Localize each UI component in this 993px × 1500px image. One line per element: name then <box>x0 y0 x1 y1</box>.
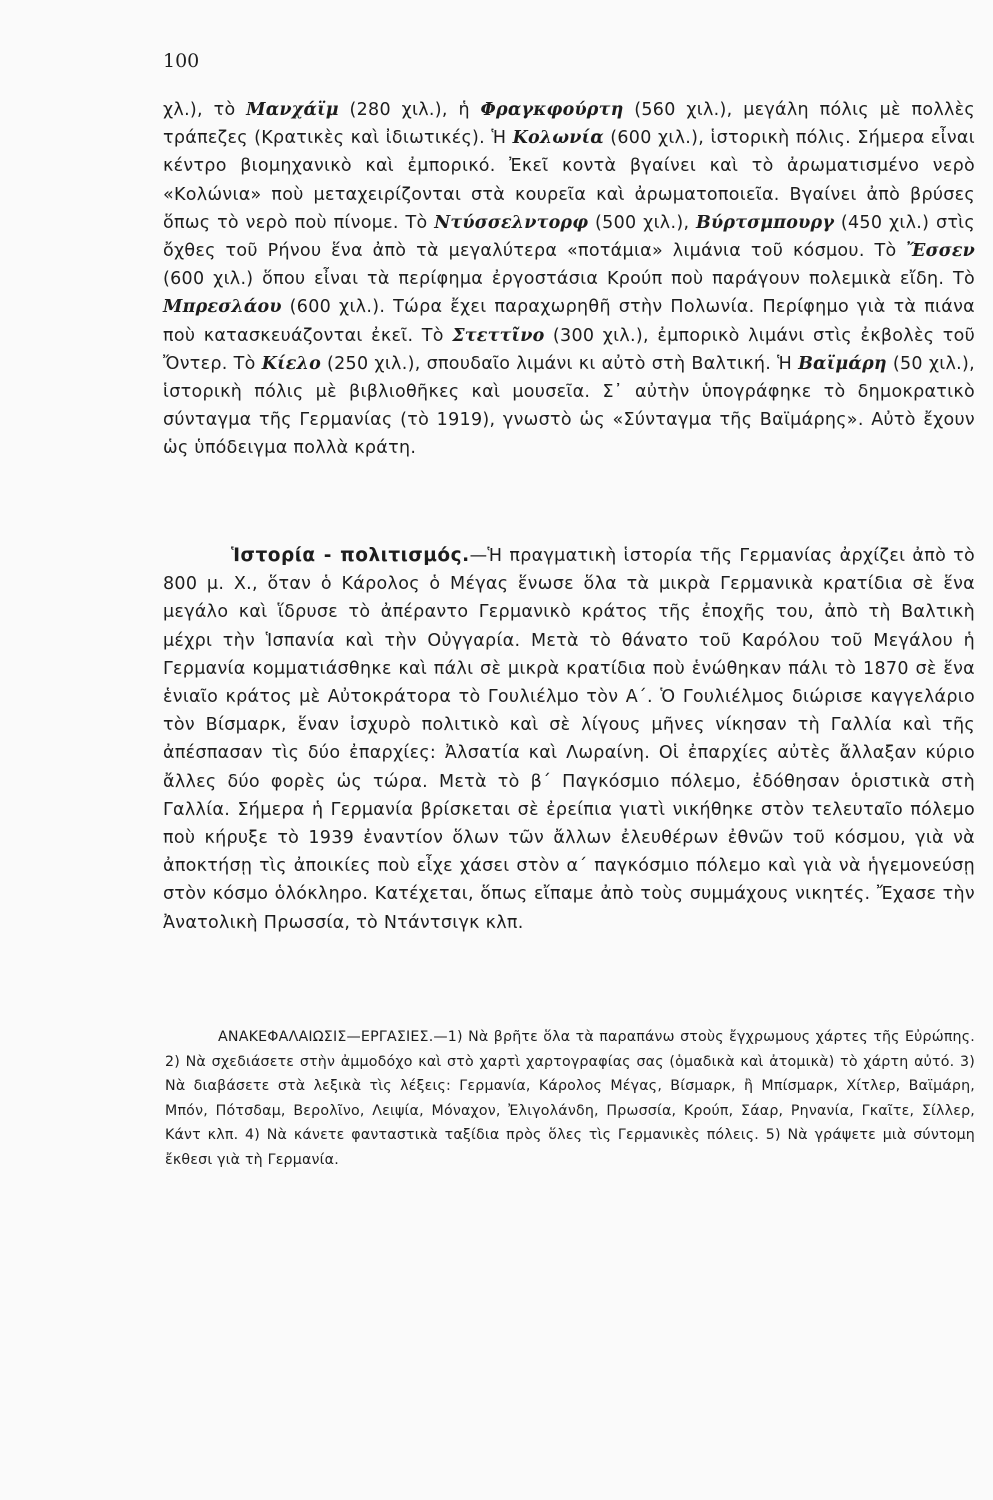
city-name-duesseldorf: Ντύσσελντορφ <box>434 212 589 233</box>
city-name-kiel: Κίελο <box>261 353 321 374</box>
text-run: (250 χιλ.), σπουδαῖο λιμάνι κι αὐτὸ στὴ Βαλτική. Ἡ <box>320 353 799 374</box>
text-run: (280 χιλ.), ἡ <box>338 100 481 120</box>
history-paragraph <box>163 542 975 937</box>
city-name-wuerzburg: Βύρτσμπουργ <box>696 212 835 233</box>
text-run: (600 χιλ.). Τώρα ἔχει παραχωρηθῆ στὴν Πολωνία. Περίφημο γιὰ τὰ πιάνα ποὺ κατασκευάζονται ἐκεῖ. Τὸ <box>163 297 975 346</box>
text-run: (50 χιλ.), ἱστορικὴ πόλις μὲ βιβλιοθῆκες καὶ μουσεῖα. Σ᾽ αὐτὴν ὑπογράφηκε τὸ δημοκρατικὸ σύνταγμα τῆς Γερμανίας (τὸ 1919), γνωστὸ ὡς «Σύνταγμα τῆς Βαϊμάρης». Αὐτὸ ἔχουν ὡς ὑπόδειγμα πολλὰ κράτη. <box>163 353 975 459</box>
city-descriptions-paragraph <box>163 96 975 463</box>
text-run: χλ.), τὸ <box>163 100 247 120</box>
page-number: 100 <box>163 50 200 72</box>
city-name-stettin: Στεττῖνο <box>452 325 545 346</box>
city-name-weimar: Βαϊμάρη <box>798 353 887 374</box>
city-name-frankfurt: Φραγκφούρτη <box>480 100 624 120</box>
city-name-breslau: Μπρεσλάου <box>163 297 282 318</box>
city-name-cologne: Κολωνία <box>512 128 604 149</box>
section-heading-history: Ἱστορία - πολιτισμός. <box>231 545 470 566</box>
history-text: —Ἡ πραγματικὴ ἱστορία τῆς Γερμανίας ἀρχίζει ἀπὸ τὸ 800 μ. Χ., ὅταν ὁ Κάρολος ὁ Μέγας ἕνωσε ὅλα τὰ μικρὰ Γερμανικὰ κρατίδια σὲ ἕνα μεγάλο καὶ ἵδρυσε τὸ ἀπέραντο Γερμανικὸ κράτος τῆς ἐποχῆς του, ἀπὸ τὴ Βαλτικὴ μέχρι τὴν Ἱσπανία καὶ τὴν Οὐγγαρία. Μετὰ τὸ θάνατο τοῦ Καρόλου τοῦ Μεγάλου ἡ Γερμανία κομματιάσθηκε καὶ πάλι σὲ μικρὰ κρατίδια ποὺ ἑνώθηκαν πάλι τὸ 1870 σὲ ἕνα ἑνιαῖο κράτος μὲ Αὐτοκράτορα τὸ Γουλιέλμο τὸν Α΄. Ὁ Γουλιέλμος διώρισε καγγελάριο τὸν Βίσμαρκ, ἕναν ἰσχυρὸ πολιτικὸ καὶ σὲ λίγους μῆνες νίκησαν τὴ Γαλλία καὶ τῆς ἀπέσπασαν τὶς δύο ἐπαρχίες: Ἀλσατία καὶ Λωραίνη. Οἱ ἐπαρχίες αὐτὲς ἄλλαξαν κύριο ἄλλες δύο φορὲς ὡς τώρα. Μετὰ τὸ β΄ Παγκόσμιο πόλεμο, ἐδόθησαν ὁριστικὰ στὴ Γαλλία. Σήμερα ἡ Γερμανία βρίσκεται σὲ ἐρείπια γιατὶ νικήθηκε στὸν τελευταῖο πόλεμο ποὺ κήρυξε τὸ 1939 ἐναντίον ὅλων τῶν ἄλλων ἐλευθέρων ἐθνῶν τοῦ κόσμου, γιὰ νὰ ἀποκτήσῃ τὶς ἀποικίες ποὺ εἶχε χάσει στὸν α΄ παγκόσμιο πόλεμο καὶ γιὰ νὰ ἡγεμονεύσῃ στὸν κόσμο ὁλόκληρο. Κατέχεται, ὅπως εἴπαμε ἀπὸ τοὺς συμμάχους νικητές. Ἔχασε τὴν Ἀνατολικὴ Πρωσσία, τὸ Ντάντσιγκ κλπ. <box>163 546 975 933</box>
text-run: (300 χιλ.), ἐμπορικὸ λιμάνι στὶς ἐκβολὲς τοῦ Ὄντερ. Τὸ <box>163 325 976 374</box>
text-run: (500 χιλ.), <box>588 212 697 233</box>
text-run: (600 χιλ.), ἱστορικὴ πόλις. Σήμερα εἶναι κέντρο βιομηχανικὸ καὶ ἐμπορικό. Ἐκεῖ κοντὰ βγαίνει καὶ τὸ ἀρωματισμένο νερὸ «Κολώνια» ποὺ μεταχειρίζονται στὰ κουρεῖα καὶ ἀρωματοποιεῖα. Βγαίνει ἀπὸ βρύσες ὅπως τὸ νερὸ ποὺ πίνομε. Τὸ <box>163 128 975 233</box>
text-run: (560 χιλ.), μεγάλη πόλις μὲ πολλὲς τράπεζες (Κρατικὲς καὶ ἰδιωτικές). Ἡ <box>163 100 975 149</box>
city-name-essen: Ἔσσεν <box>906 241 975 262</box>
city-name-mannheim: Μανχάϊμ <box>246 100 339 120</box>
text-run: (450 χιλ.) στὶς ὄχθες τοῦ Ρήνου ἕνα ἀπὸ τὰ μεγαλύτερα «ποτάμια» λιμάνια τοῦ κόσμου. Τὸ <box>163 212 975 262</box>
exercises-paragraph: ΑΝΑΚΕΦΑΛΑΙΩΣΙΣ—ΕΡΓΑΣΙΕΣ.—1) Νὰ βρῆτε ὅλα τὰ παραπάνω στοὺς ἔγχρωμους χάρτες τῆς Εὐρώπης. 2) Νὰ σχεδιάσετε στὴν ἀμμοδόχο καὶ στὸ χαρτὶ χαρτογραφίας σας (ὁμαδικὰ καὶ ἀτομικὰ) τὸ χάρτη αὐτό. 3) Νὰ διαβάσετε στὰ λεξικὰ τὶς λέξεις: Γερμανία, Κάρολος Μέγας, Βίσμαρκ, ἢ Μπίσμαρκ, Χίτλερ, Βαϊμάρη, Μπόν, Πότσδαμ, Βερολῖνο, Λειψία, Μόναχον, Ἐλιγολάνδη, Πρωσσία, Κρούπ, Σάαρ, Ρηνανία, Γκαῖτε, Σίλλερ, Κάντ κλπ. 4) Νὰ κάνετε φανταστικὰ ταξίδια πρὸς ὅλες τὶς Γερμανικὲς πόλεις. 5) Νὰ γράψετε μιὰ σύντομη ἔκθεσι γιὰ τὴ Γερμανία. <box>165 1029 975 1168</box>
text-run: (600 χιλ.) ὅπου εἶναι τὰ περίφημα ἐργοστάσια Κρούπ ποὺ παράγουν πολεμικὰ εἴδη. Τὸ <box>163 269 975 290</box>
